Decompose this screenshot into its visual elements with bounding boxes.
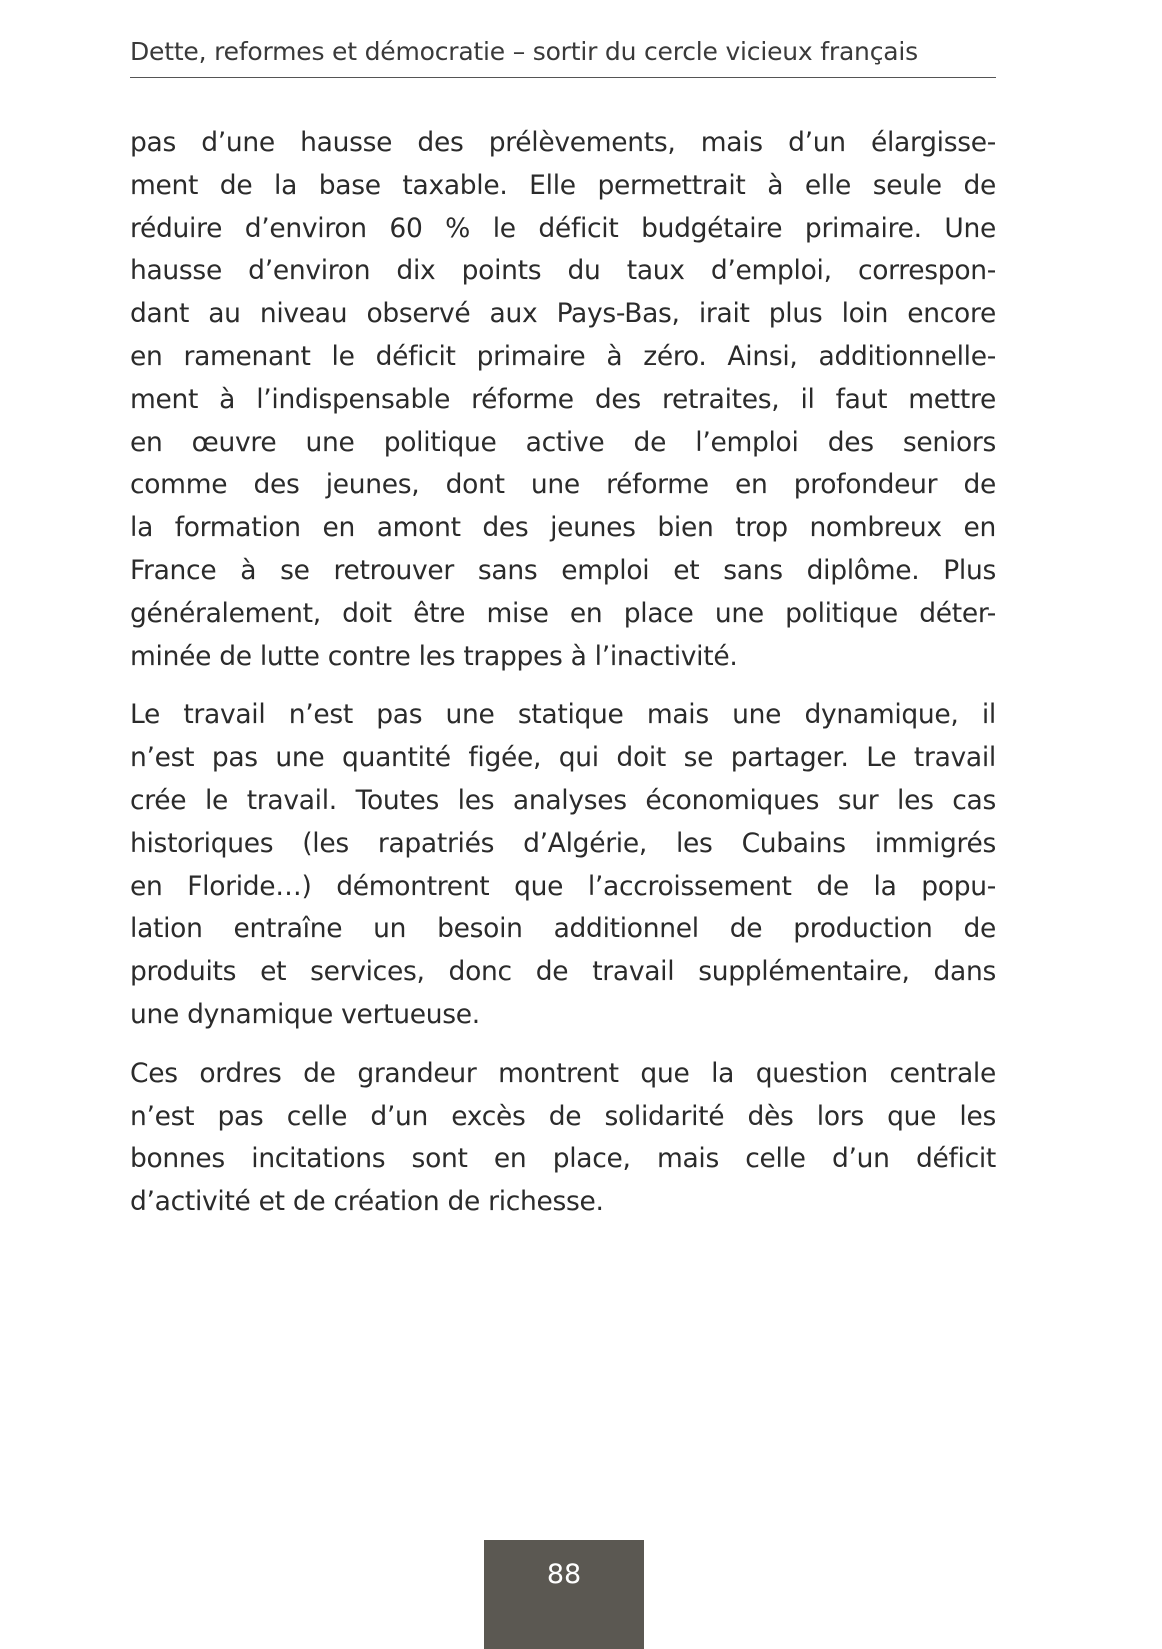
text-line: Le travail n’est pas une statique mais une dynamique, il bbox=[130, 699, 996, 731]
text-line: ment à l’indispensable réforme des retraites, il faut mettre bbox=[130, 383, 996, 415]
text-line: en œuvre une politique active de l’emploi des seniors bbox=[130, 426, 996, 458]
text-line: en ramenant le déficit primaire à zéro. Ainsi, additionnelle- bbox=[130, 340, 996, 372]
page-number-box bbox=[484, 1540, 644, 1649]
text-line: historiques (les rapatriés d’Algérie, les Cubains immigrés bbox=[130, 827, 996, 859]
text-line: la formation en amont des jeunes bien trop nombreux en bbox=[130, 512, 996, 544]
text-line: en Floride…) démontrent que l’accroissement de la popu- bbox=[130, 870, 996, 902]
text-line: réduire d’environ 60 % le déficit budgétaire primaire. Une bbox=[130, 212, 996, 244]
text-line: d’activité et de création de richesse. bbox=[130, 1186, 604, 1218]
paragraph-1 bbox=[130, 122, 996, 678]
text-line: généralement, doit être mise en place une politique déter- bbox=[130, 597, 996, 629]
text-line: lation entraîne un besoin additionnel de production de bbox=[130, 913, 996, 945]
running-header: Dette, reformes et démocratie – sortir du cercle vicieux français bbox=[130, 37, 918, 66]
text-line: pas d’une hausse des prélèvements, mais d’un élargisse- bbox=[130, 127, 996, 158]
text-line: minée de lutte contre les trappes à l’inactivité. bbox=[130, 640, 738, 672]
text-line: bonnes incitations sont en place, mais celle d’un déficit bbox=[130, 1143, 996, 1175]
text-line: crée le travail. Toutes les analyses économiques sur les cas bbox=[130, 784, 996, 816]
text-line: ment de la base taxable. Elle permettrait à elle seule de bbox=[130, 169, 996, 201]
header-rule bbox=[130, 77, 996, 78]
paragraph-3 bbox=[130, 1053, 996, 1224]
body-text bbox=[130, 122, 996, 1240]
text-line: Ces ordres de grandeur montrent que la question centrale bbox=[130, 1057, 996, 1089]
text-line: hausse d’environ dix points du taux d’emploi, correspon- bbox=[130, 255, 996, 287]
text-line: produits et services, donc de travail supplémentaire, dans bbox=[130, 956, 996, 988]
paragraph-2 bbox=[130, 694, 996, 1036]
text-line: n’est pas une quantité figée, qui doit se partager. Le travail bbox=[130, 742, 996, 774]
text-line: France à se retrouver sans emploi et sans diplôme. Plus bbox=[130, 554, 996, 586]
text-line: n’est pas celle d’un excès de solidarité dès lors que les bbox=[130, 1100, 996, 1132]
text-line: une dynamique vertueuse. bbox=[130, 998, 480, 1030]
text-line: dant au niveau observé aux Pays-Bas, irait plus loin encore bbox=[130, 298, 996, 330]
text-line: comme des jeunes, dont une réforme en profondeur de bbox=[130, 469, 996, 501]
page-number: 88 bbox=[546, 1559, 582, 1590]
